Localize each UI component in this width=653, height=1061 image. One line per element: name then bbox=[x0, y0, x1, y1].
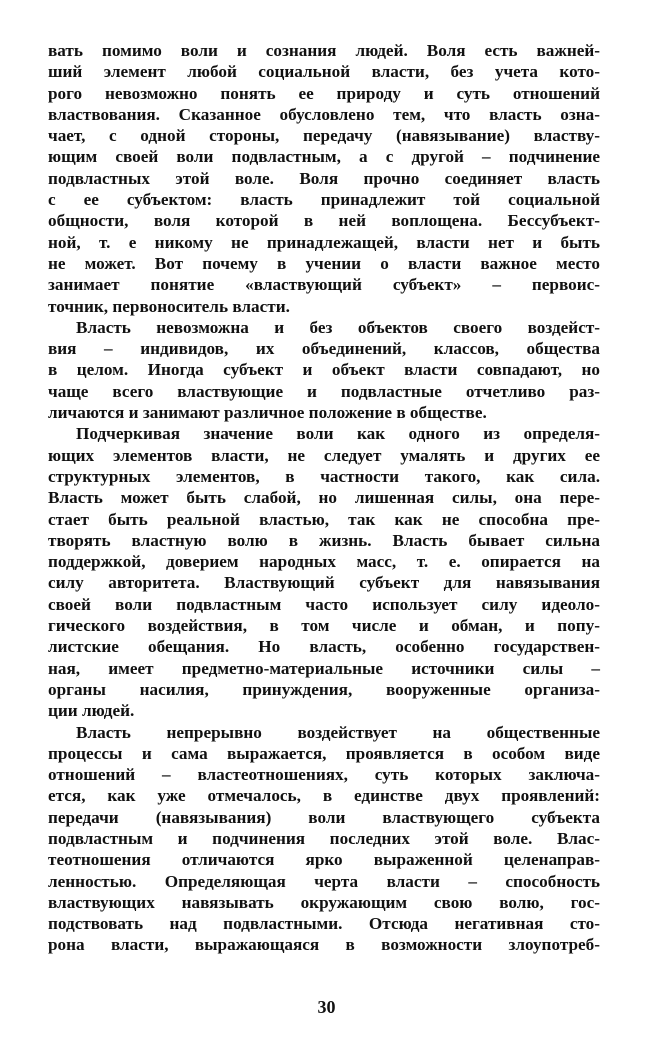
text-line: силу авторитета. Властвующий субъект для навязывания bbox=[48, 573, 600, 593]
text-line: поддержкой, доверием народных масс, т. е. опирается на bbox=[48, 552, 600, 572]
text-line: с ее субъектом: власть принадлежит той социальной bbox=[48, 190, 600, 210]
text-line: творять властную волю в жизнь. Власть бывает сильна bbox=[48, 530, 600, 550]
text-line: ющим своей воли подвластным, а с другой – подчинение bbox=[48, 147, 600, 167]
text-line: Власть непрерывно воздействует на общественные bbox=[76, 722, 600, 742]
text-line: занимает понятие «властвующий субъект» – первоис- bbox=[48, 275, 600, 295]
text-line: органы насилия, принуждения, вооруженные организа- bbox=[48, 679, 600, 699]
text-line: рона власти, выражающаяся в возможности злоупотреб- bbox=[48, 935, 600, 955]
text-line: подствовать над подвластными. Отсюда негативная сто- bbox=[48, 914, 600, 934]
page-number: 30 bbox=[317, 997, 336, 1017]
text-line: властвующих навязывать окружающим свою волю, гос- bbox=[48, 892, 600, 912]
text-line: ющих элементов власти, не следует умалять и других ее bbox=[48, 445, 600, 465]
text-line: властвования. Сказанное обусловлено тем, что власть озна- bbox=[48, 104, 600, 124]
text-line: не может. Вот почему в учении о власти важное место bbox=[48, 253, 600, 273]
text-line: стает быть реальной властью, так как не способна пре- bbox=[48, 509, 600, 529]
text-line: теотношения отличаются ярко выраженной целенаправ- bbox=[48, 850, 600, 870]
text-line: процессы и сама выражается, проявляется в особом виде bbox=[48, 743, 600, 763]
text-line: Власть невозможна и без объектов своего воздейст- bbox=[76, 317, 600, 337]
text-line: вать помимо воли и сознания людей. Воля есть важней- bbox=[48, 41, 600, 60]
text-line: подвластных этой воле. Воля прочно соединяет власть bbox=[48, 168, 600, 188]
text-line: структурных элементов, в частности такого, как сила. bbox=[48, 466, 600, 486]
text-line: чает, с одной стороны, передачу (навязывание) властву- bbox=[48, 126, 600, 146]
text-line: вия – индивидов, их объединений, классов, общества bbox=[48, 339, 600, 359]
page-body bbox=[48, 40, 600, 956]
text-line: в целом. Иногда субъект и объект власти совпадают, но bbox=[48, 360, 600, 380]
text-line: чаще всего властвующие и подвластные отчетливо раз- bbox=[48, 381, 600, 401]
text-line: отношений – властеотношениях, суть которых заключа- bbox=[48, 765, 600, 785]
text-line: рого невозможно понять ее природу и суть отношений bbox=[48, 83, 600, 103]
text-line: ется, как уже отмечалось, в единстве двух проявлений: bbox=[48, 786, 600, 806]
text-line: ная, имеет предметно-материальные источники силы – bbox=[48, 658, 600, 678]
text-line: гического воздействия, в том числе и обман, и попу- bbox=[48, 616, 600, 636]
text-line: передачи (навязывания) воли властвующего субъекта bbox=[48, 807, 600, 827]
text-line: личаются и занимают различное положение в обществе. bbox=[48, 403, 487, 423]
text-line: листские обещания. Но власть, особенно государствен- bbox=[48, 637, 600, 657]
text-line: ленностью. Определяющая черта власти – способность bbox=[48, 871, 600, 891]
text-line: Подчеркивая значение воли как одного из определя- bbox=[76, 424, 600, 444]
text-line: своей воли подвластным часто использует силу идеоло- bbox=[48, 594, 600, 614]
text-line: ший элемент любой социальной власти, без учета кото- bbox=[48, 62, 600, 82]
text-line: ной, т. е никому не принадлежащей, власти нет и быть bbox=[48, 232, 600, 252]
text-line: ции людей. bbox=[48, 701, 135, 721]
text-line: Власть может быть слабой, но лишенная силы, она пере- bbox=[48, 488, 600, 508]
text-line: точник, первоноситель власти. bbox=[48, 296, 290, 316]
text-line: общности, воля которой в ней воплощена. Бессубъект- bbox=[48, 211, 600, 231]
text-line: подвластным и подчинения последних этой воле. Влас- bbox=[48, 828, 600, 848]
